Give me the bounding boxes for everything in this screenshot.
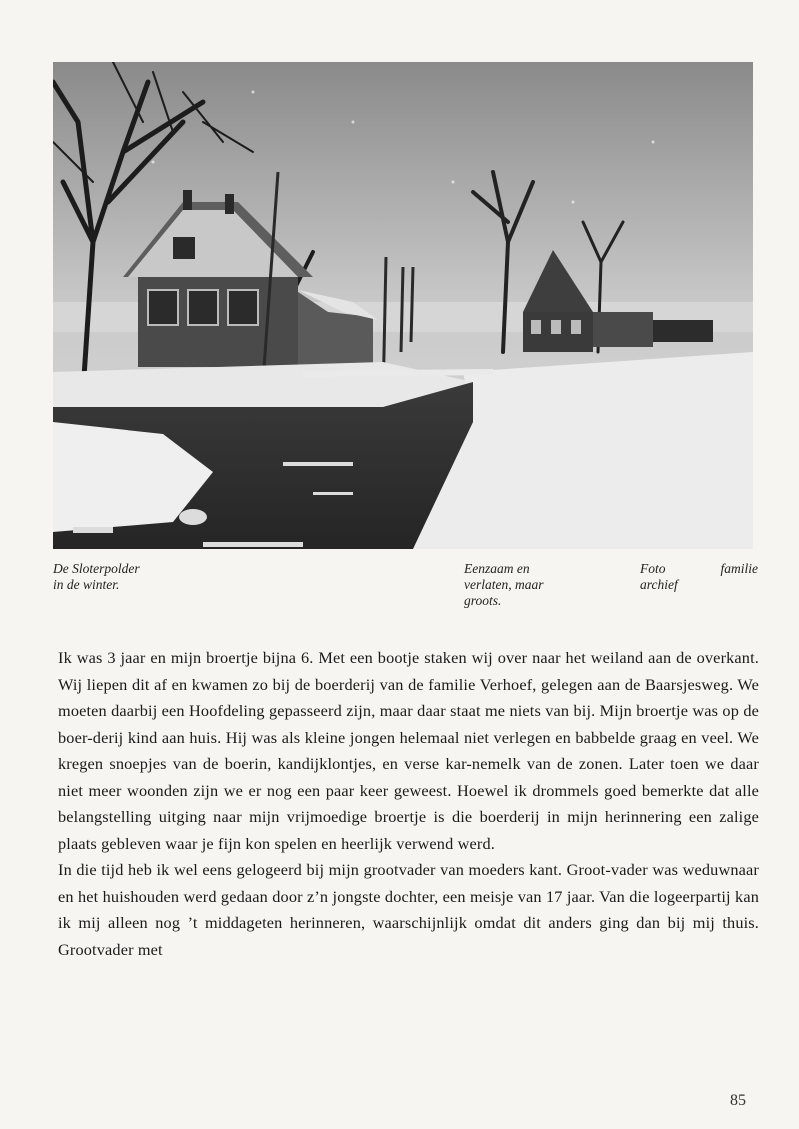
body-text	[58, 645, 759, 963]
caption-credit-line-2: archief	[640, 577, 678, 592]
caption-location-line-2: in de winter.	[53, 577, 120, 592]
caption-location-line-1: De Sloterpolder	[53, 561, 140, 576]
paragraph-1: Ik was 3 jaar en mijn broertje bijna 6. Met een bootje staken wij over naar het weiland aan de overkant. Wij liepen dit af en kwamen zo bij de boerderij van de familie Verhoef, gelegen aan de Baarsjesweg. We moeten daarbij een Hoofdeling gepasseerd zijn, maar daar staat me niets van bij. Mijn broertje was op de boer-derij kind aan huis. Hij was als kleine jongen helemaal niet verlegen en babbelde graag en veel. We kregen snoepjes van de boerin, kandijklontjes, en verse kar-nemelk van de zonen. Later toen we daar niet meer woonden zijn we er nog een paar keer geweest. Hoewel ik drommels goed bemerkte dat alle belangstelling uitging naar mijn vrijmoedige broertje is die boerderij in mijn herinnering een zalige plaats gebleven waar je fijn kon spelen en heerlijk verwend werd.	[58, 648, 759, 853]
caption-credit-word-1: Foto	[640, 561, 666, 576]
caption-description-line-2: verlaten, maar	[464, 577, 544, 592]
page-number: 85	[730, 1092, 746, 1109]
caption-description	[464, 561, 614, 609]
caption-credit-line-1	[640, 561, 758, 577]
caption-description-line-3: groots.	[464, 593, 502, 608]
caption-credit	[640, 561, 758, 593]
caption-credit-word-2: familie	[720, 561, 758, 576]
caption-description-line-1: Eenzaam en	[464, 561, 530, 576]
paragraph-2: In die tijd heb ik wel eens gelogeerd bij mijn grootvader van moeders kant. Groot-vader was weduwnaar en het huishouden werd gedaan door z’n jongste dochter, een meisje van 17 jaar. Van die logeerpartij kan ik mij alleen nog ’t middageten herinneren, waarschijnlijk omdat dit anders ging dan bij mij thuis. Grootvader met	[58, 860, 759, 959]
winter-farm-photo	[53, 62, 753, 549]
caption-location	[53, 561, 253, 593]
photo-captions	[53, 561, 758, 621]
winter-farm-photo-icon	[53, 62, 753, 549]
